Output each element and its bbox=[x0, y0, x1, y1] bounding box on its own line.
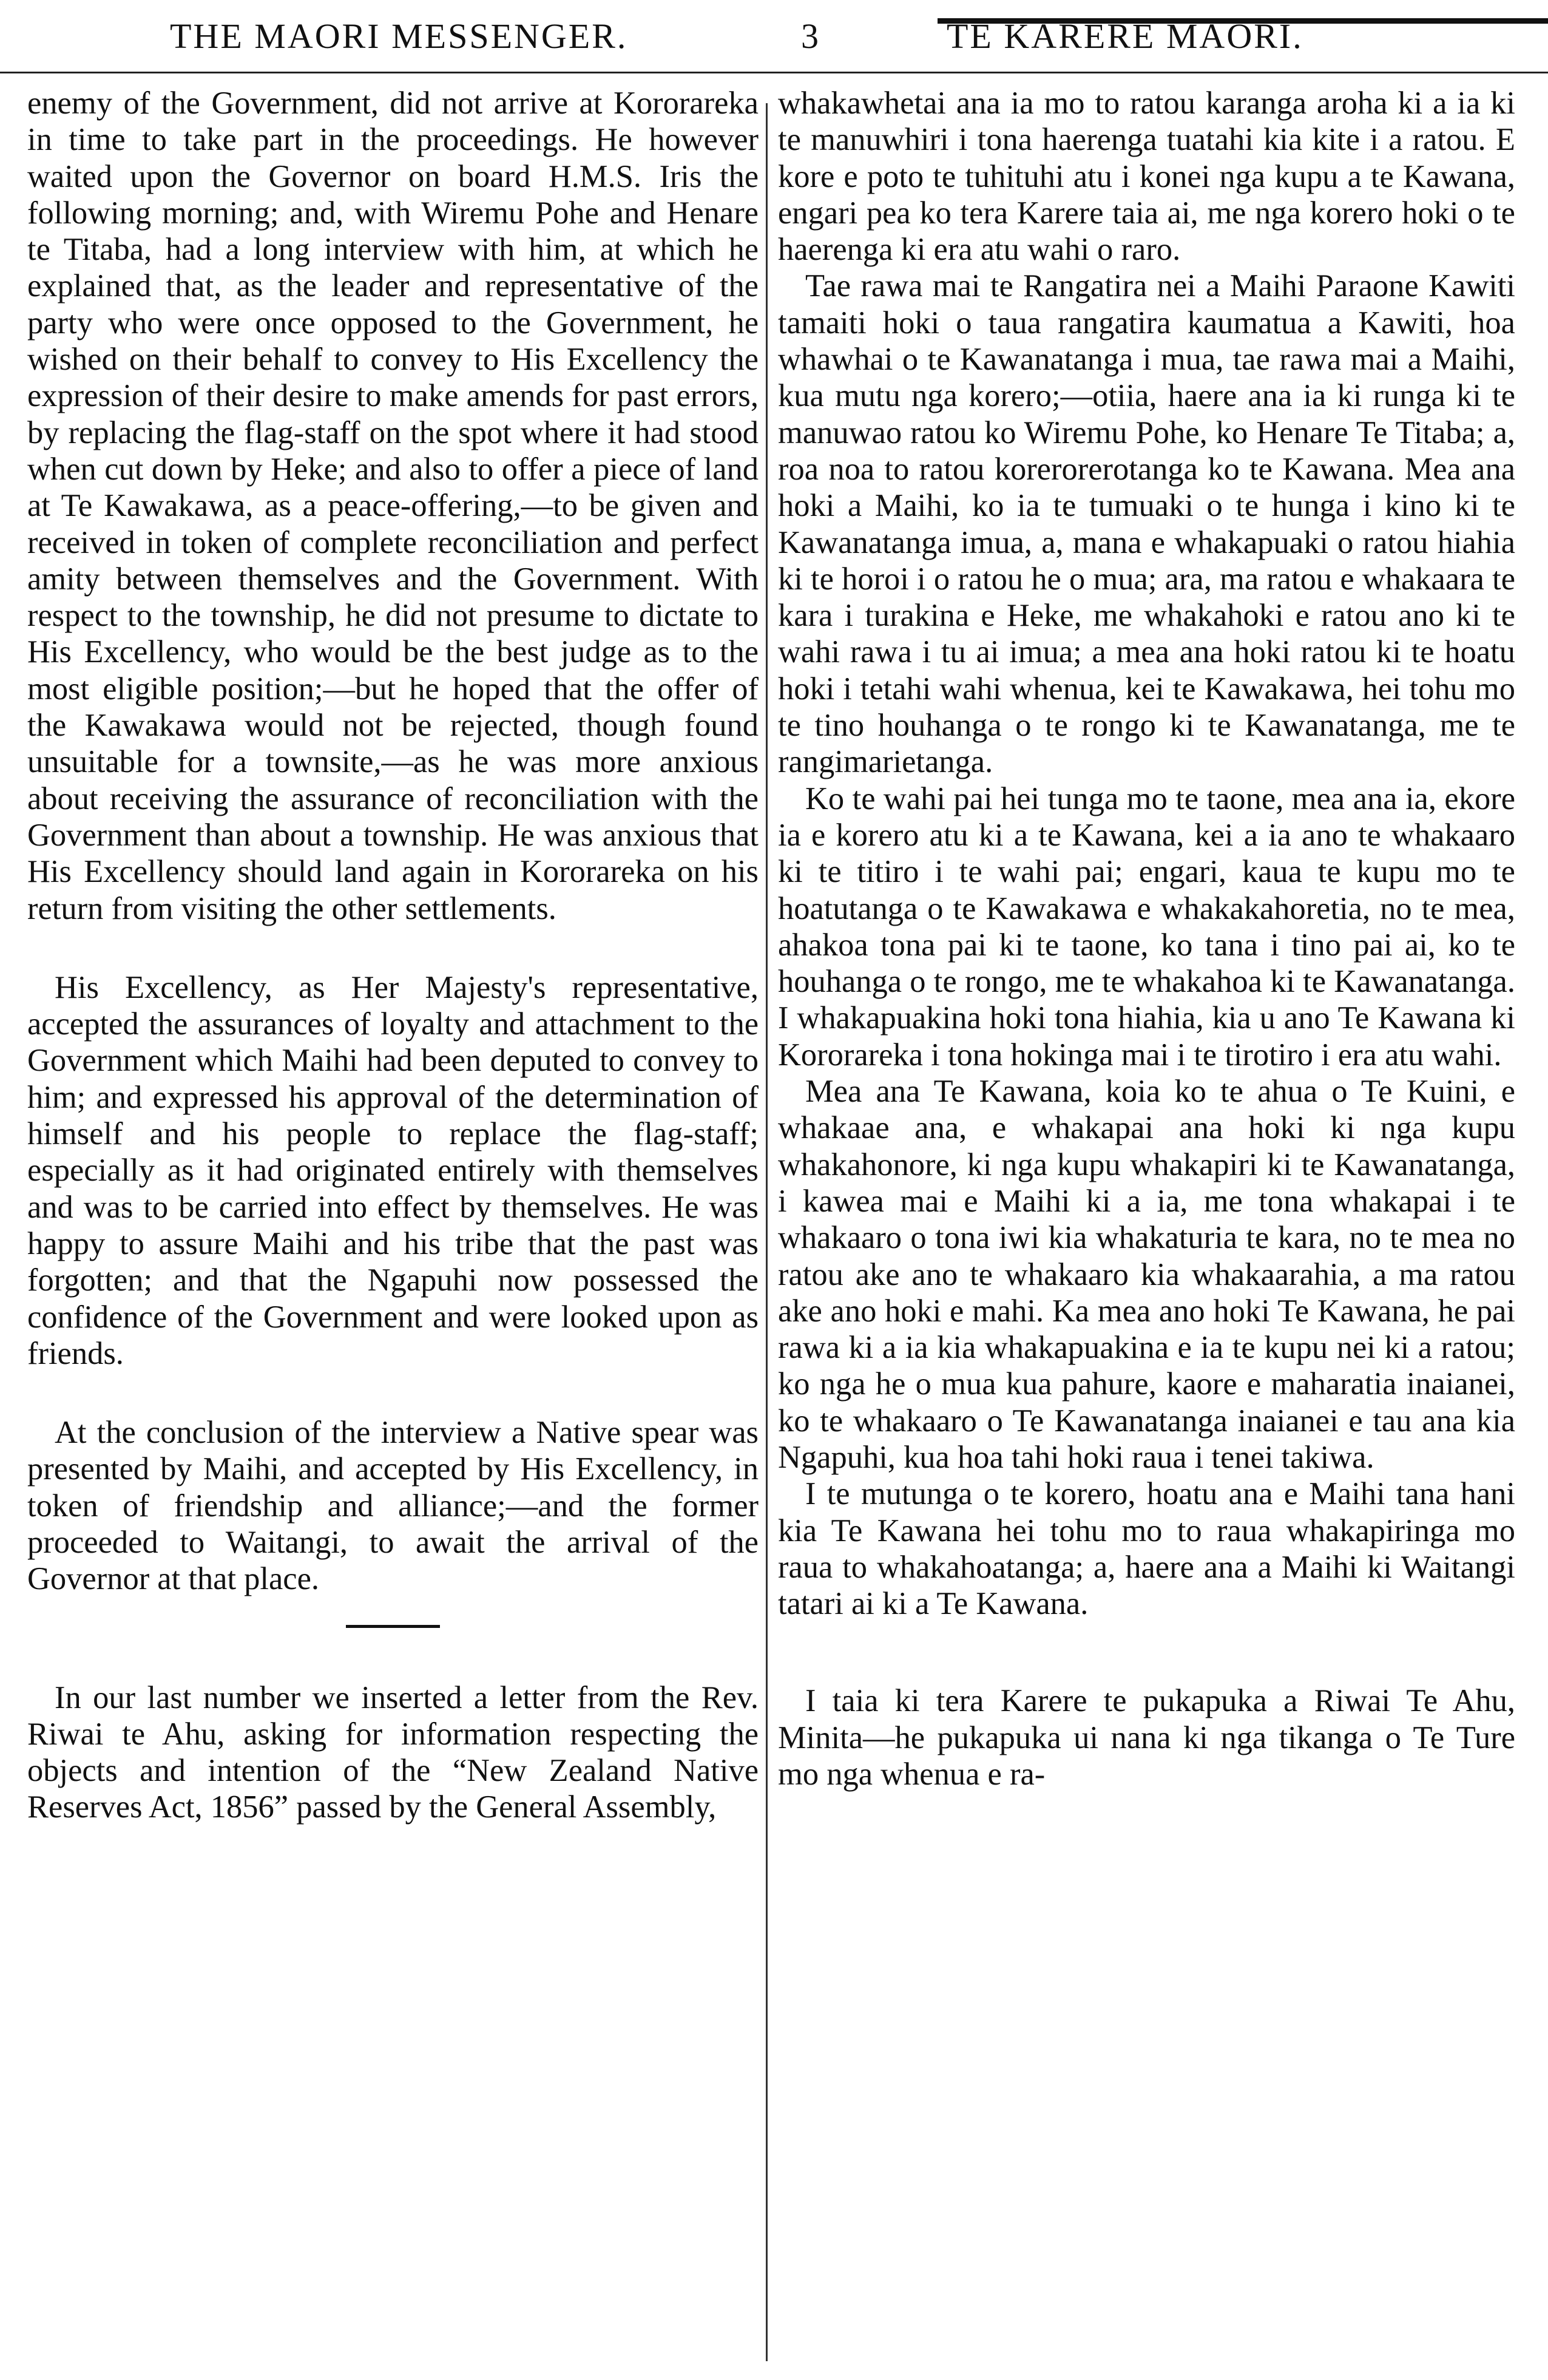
maori-paragraph-6: I taia ki tera Karere te pukapuka a Riwai Te Ahu, Minita—he pukapuka ui nana ki nga tikanga o Te Ture mo nga whenua e ra- bbox=[778, 1683, 1515, 1792]
maori-paragraph-1: whakawhetai ana ia mo to ratou karanga aroha ki a ia ki te manuwhiri i tona haerenga tuatahi kia kite i a ratou. E kore e poto te tuhituhi atu i konei nga kupu a te Kawana, engari pea ko tera Karere taia ai, me nga korero hoki o te haerenga ki era atu wahi o raro. bbox=[778, 86, 1515, 268]
maori-paragraph-2: Tae rawa mai te Rangatira nei a Maihi Paraone Kawiti tamaiti hoki o taua rangatira kaumatua a Kawiti, hoa whawhai o te Kawanatanga i mua, tae rawa mai a Maihi, kua mutu nga korero;—otiia, haere ana ia ki runga ki te manuwao ratou ko Wiremu Pohe, ko Henare Te Titaba; a, roa noa to ratou korerorerotanga ko te Kawana. Mea ana hoki a Maihi, ko ia te tumuaki o te hunga i kino ki te Kawanatanga imua, a, mana e whakapuaki o ratou hiahia ki te horoi i o ratou he o mua; ara, ma ratou e whakaara te kara i turakina e Heke, me whakahoki e ratou ano ki te wahi rawa i tu ai imua; a mea ana hoki ratou ki te hoatu hoki i tetahi wahi whenua, kei te Kawakawa, hei tohu mo te tino houhanga o te rongo ki te Kawanatanga, me te rangimarietanga. bbox=[778, 268, 1515, 780]
header-rule-thin bbox=[0, 72, 1548, 73]
english-column bbox=[27, 85, 759, 1826]
paragraph-gap bbox=[27, 1372, 759, 1414]
section-rule bbox=[346, 1625, 440, 1628]
page-number: 3 bbox=[801, 16, 820, 56]
english-paragraph-2: His Excellency, as Her Majesty's representative, accepted the assurances of loyalty and attachment to the Government which Maihi had been deputed to convey to him; and expressed his approval of the determination of himself and his people to replace the flag-staff; especially as it had originated entirely with themselves and was to be carried into effect by themselves. He was happy to assure Maihi and his tribe that the past was forgotten; and that the Ngapuhi now possessed the confidence of the Government and were looked upon as friends. bbox=[27, 969, 759, 1371]
column-divider bbox=[766, 103, 768, 2361]
english-title: THE MAORI MESSENGER. bbox=[170, 16, 628, 56]
paragraph-gap bbox=[27, 927, 759, 969]
english-paragraph-3: At the conclusion of the interview a Native spear was presented by Maihi, and accepted by His Excellency, in token of friendship and alliance;—and the former proceeded to Waitangi, to await the arrival of the Governor at that place. bbox=[27, 1415, 759, 1597]
maori-title: TE KARERE MAORI. bbox=[947, 16, 1303, 56]
running-header bbox=[0, 0, 1548, 73]
maori-paragraph-5: I te mutunga o te korero, hoatu ana e Maihi tana hani kia Te Kawana hei tohu mo to raua whakapiringa mo raua to whakahoatanga; a, haere ana a Maihi ki Waitangi tatari ai ki a Te Kawana. bbox=[778, 1476, 1515, 1622]
maori-paragraph-3: Ko te wahi pai hei tunga mo te taone, mea ana ia, ekore ia e korero atu ki a te Kawana, kei a ia ano te whakaaro ki te titiro i te wahi pai; engari, kaua te kupu mo te hoatutanga o te Kawakawa e whakakahoretia, no te mea, ahakoa tona pai ki te taone, ko tana i tino pai ai, ko te houhanga o te rongo, me te whakahoa ki te Kawanatanga. I whakapuakina hoki tona hiahia, kia u ano Te Kawana ki Kororareka i tona hokinga mai i te tirotiro i era atu wahi. bbox=[778, 781, 1515, 1073]
maori-paragraph-4: Mea ana Te Kawana, koia ko te ahua o Te Kuini, e whakaae ana, e whakapai ana hoki ki nga kupu whakahonore, ki nga kupu whakapiri ki te Kawanatanga, i kawea mai e Maihi ki a ia, me tona whakapai i te whakaaro o tona iwi kia whakaturia te kara, no te mea no ratou ake ano te whakaaro kia whakaarahia, a ma ratou ake ano hoki e mahi. Ka mea ano hoki Te Kawana, he pai rawa ki a ia kia whakapuakina e ia te kupu nei ki a ratou; ko nga he o mua kua pahure, kaore e maharatia inaianei, ko te whakaaro o Te Kawanatanga inaianei e tau ana kia Ngapuhi, kua hoa tahi hoki raua i tenei takiwa. bbox=[778, 1074, 1515, 1475]
english-paragraph-4: In our last number we inserted a letter from the Rev. Riwai te Ahu, asking for information respecting the objects and intention of the “New Zealand Native Reserves Act, 1856” passed by the General Assembly, bbox=[27, 1680, 759, 1825]
section-gap bbox=[778, 1622, 1515, 1683]
maori-column bbox=[778, 85, 1515, 1792]
english-paragraph-1: enemy of the Government, did not arrive at Kororareka in time to take part in the proceedings. He however waited upon the Governor on board H.M.S. Iris the following morning; and, with Wiremu Pohe and Henare te Titaba, had a long interview with him, at which he explained that, as the leader and representative of the party who were once opposed to the Government, he wished on their behalf to convey to His Excellency the expression of their desire to make amends for past errors, by replacing the flag-staff on the spot where it had stood when cut down by Heke; and also to offer a piece of land at Te Kawakawa, as a peace-offering,—to be given and received in token of complete reconciliation and perfect amity between themselves and the Government. With respect to the township, he did not presume to dictate to His Excellency, who would be the best judge as to the most eligible position;—but he hoped that the offer of the Kawakawa would not be rejected, though found unsuitable for a townsite,—as he was more anxious about receiving the assurance of reconciliation with the Government than about a township. He was anxious that His Excellency should land again in Kororareka on his return from visiting the other settlements. bbox=[27, 86, 759, 926]
